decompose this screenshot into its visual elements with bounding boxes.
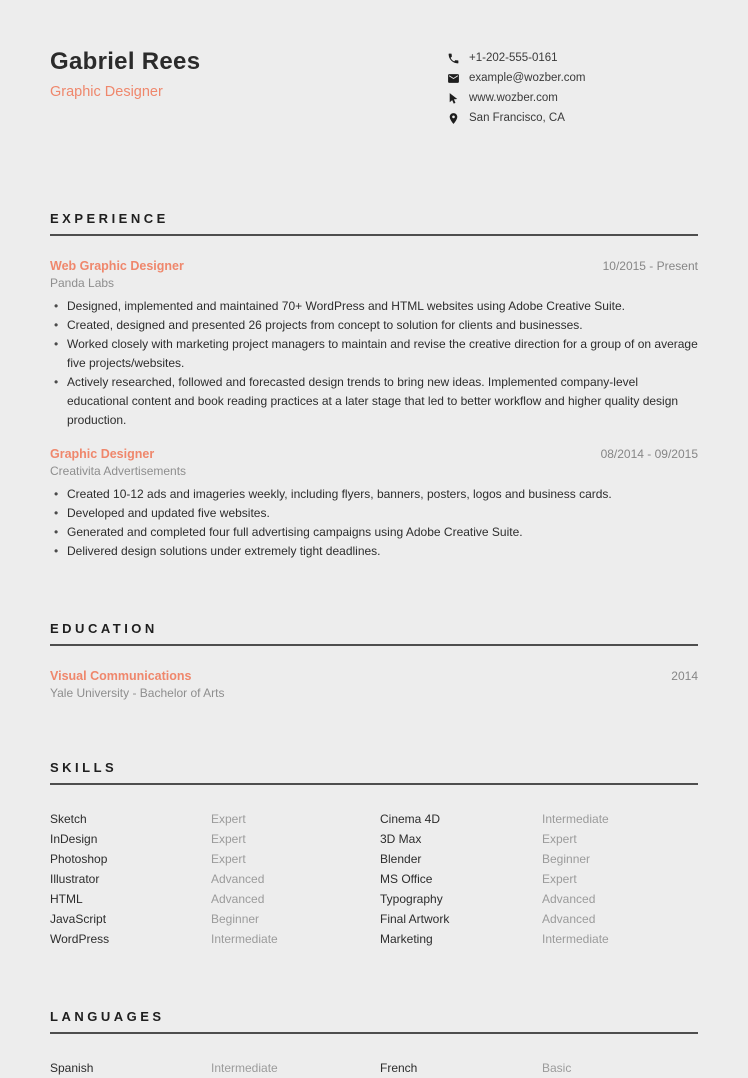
skill-name: 3D Max xyxy=(380,832,422,846)
job-dates: 10/2015 - Present xyxy=(602,259,698,273)
skill-level: Advanced xyxy=(211,872,265,886)
contact-phone-text: +1-202-555-0161 xyxy=(469,52,558,64)
skill-level: Expert xyxy=(542,832,577,846)
skill-level: Expert xyxy=(542,872,577,886)
job-title: Web Graphic Designer xyxy=(50,259,184,273)
language-name: French xyxy=(380,1061,418,1075)
language-level: Basic xyxy=(542,1061,572,1075)
experience-entry xyxy=(50,447,698,561)
skill-level: Expert xyxy=(211,832,246,846)
entry-head xyxy=(50,669,698,683)
section-divider xyxy=(50,783,698,785)
location-icon xyxy=(446,111,460,125)
job-bullet: • Created 10-12 ads and imageries weekly, including flyers, banners, posters, logos and business cards. xyxy=(50,485,698,504)
cursor-icon xyxy=(446,91,460,105)
job-bullet: • Developed and updated five websites. xyxy=(50,504,698,523)
skill-level: Advanced xyxy=(542,892,596,906)
job-company: Creativita Advertisements xyxy=(50,464,187,478)
education-entry xyxy=(50,669,698,700)
job-title: Graphic Designer xyxy=(50,447,155,461)
section-divider xyxy=(50,644,698,646)
skill-level: Beginner xyxy=(542,852,591,866)
experience-heading: EXPERIENCE xyxy=(50,211,169,226)
section-divider xyxy=(50,1032,698,1034)
skill-name: Final Artwork xyxy=(380,912,450,926)
mail-icon xyxy=(446,71,460,85)
language-name: Spanish xyxy=(50,1061,94,1075)
job-bullet: • Delivered design solutions under extremely tight deadlines. xyxy=(50,542,698,561)
job-bullet: • Actively researched, followed and forecasted design trends to bring new ideas. Implemented company-level educational content and book reading practices at a later stage that led to better workflow and higher quality design production. xyxy=(50,373,698,430)
section-experience xyxy=(50,211,698,561)
job-company: Panda Labs xyxy=(50,276,115,290)
identity-block xyxy=(50,46,200,100)
contact-website xyxy=(446,88,698,108)
skill-name: Marketing xyxy=(380,932,433,946)
contact-email-text: example@wozber.com xyxy=(469,72,586,84)
section-divider xyxy=(50,234,698,236)
section-education xyxy=(50,621,698,700)
skill-name: Sketch xyxy=(50,812,87,826)
skill-name: InDesign xyxy=(50,832,98,846)
phone-icon xyxy=(446,51,460,65)
skill-name: Illustrator xyxy=(50,872,100,886)
job-dates: 08/2014 - 09/2015 xyxy=(600,447,698,461)
languages-grid xyxy=(50,1058,698,1078)
contact-phone xyxy=(446,48,698,68)
skill-level: Advanced xyxy=(211,892,265,906)
entry-head xyxy=(50,447,698,461)
contact-location xyxy=(446,108,698,128)
job-bullet: • Created, designed and presented 26 projects from concept to solution for clients and businesses. xyxy=(50,316,698,335)
skill-level: Expert xyxy=(211,852,246,866)
skill-name: JavaScript xyxy=(50,912,107,926)
contact-location-text: San Francisco, CA xyxy=(469,112,565,124)
skill-level: Intermediate xyxy=(542,812,609,826)
skill-name: HTML xyxy=(50,892,83,906)
section-skills xyxy=(50,760,698,949)
experience-entry xyxy=(50,259,698,430)
skills-heading: SKILLS xyxy=(50,760,118,775)
skill-name: WordPress xyxy=(50,932,110,946)
skills-grid xyxy=(50,809,698,949)
job-bullet: • Designed, implemented and maintained 70+ WordPress and HTML websites using Adobe Creative Suite. xyxy=(50,297,698,316)
skill-name: MS Office xyxy=(380,872,433,886)
skill-level: Intermediate xyxy=(542,932,609,946)
contact-email xyxy=(446,68,698,88)
contact-block xyxy=(446,46,698,128)
job-bullet: • Worked closely with marketing project managers to maintain and revise the creative direction for a group of on average five projects/websites. xyxy=(50,335,698,373)
skill-name: Typography xyxy=(380,892,443,906)
header xyxy=(50,46,698,128)
skill-level: Beginner xyxy=(211,912,260,926)
person-name: Gabriel Rees xyxy=(50,48,201,75)
job-bullet: • Generated and completed four full advertising campaigns using Adobe Creative Suite. xyxy=(50,523,698,542)
degree-dates: 2014 xyxy=(671,669,698,683)
job-bullet-list xyxy=(50,297,698,430)
degree-school: Yale University - Bachelor of Arts xyxy=(50,686,225,700)
skill-name: Photoshop xyxy=(50,852,108,866)
job-bullet-list xyxy=(50,485,698,561)
language-level: Intermediate xyxy=(211,1061,278,1075)
education-heading: EDUCATION xyxy=(50,621,158,636)
skill-level: Expert xyxy=(211,812,246,826)
skill-level: Advanced xyxy=(542,912,596,926)
languages-heading: LANGUAGES xyxy=(50,1009,165,1024)
skill-name: Blender xyxy=(380,852,422,866)
degree-title: Visual Communications xyxy=(50,669,192,683)
contact-website-text: www.wozber.com xyxy=(469,92,558,104)
skill-name: Cinema 4D xyxy=(380,812,441,826)
skill-level: Intermediate xyxy=(211,932,278,946)
person-title: Graphic Designer xyxy=(50,84,163,100)
entry-head xyxy=(50,259,698,273)
section-languages xyxy=(50,1009,698,1078)
